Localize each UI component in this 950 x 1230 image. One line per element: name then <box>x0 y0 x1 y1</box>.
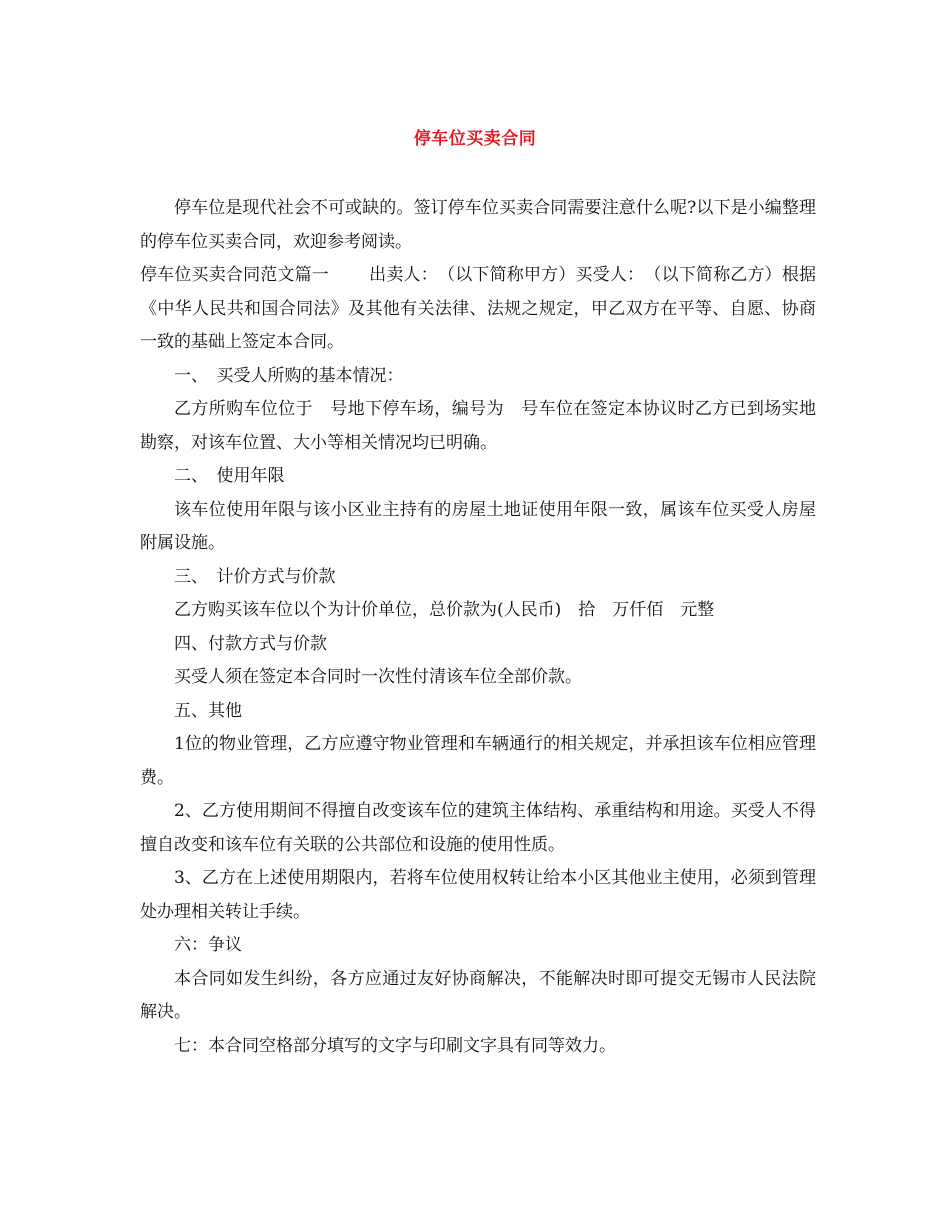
section-heading-4: 四、付款方式与价款 <box>174 633 327 654</box>
section-text-1: 乙方所购车位位于 号地下停车场，编号为 号车位在签定本协议时乙方已到场实地勘察，对该车位置、大小等相关情况均已明确。 <box>140 399 816 453</box>
section-text-2: 该车位使用年限与该小区业主持有的房屋土地证使用年限一致，属该车位买受人房屋附属设施。 <box>140 499 816 553</box>
section-text-3: 乙方购买该车位以个为计价单位，总价款为(人民币) 拾 万仟佰 元整 <box>174 600 715 620</box>
section-heading-6: 六：争议 <box>174 935 242 955</box>
other-clause-1: 1位的物业管理，乙方应遵守物业管理和车辆通行的相关规定，并承担该车位相应管理费。 <box>140 734 816 788</box>
section-text-4: 买受人须在签定本合同时一次性付清该车位全部价款。 <box>174 667 582 687</box>
other-clause-3: 3、乙方在上述使用期限内，若将车位使用权转让给本小区其他业主使用，必须到管理处办理相关转让手续。 <box>140 868 816 922</box>
section-heading-5: 五、其他 <box>174 700 242 721</box>
parties-text: 出卖人： （以下简称甲方）买受人： （以下简称乙方）根据《中华人民共和国合同法》及其他有关法律、法规之规定，甲乙双方在平等、自愿、协商一致的基础上签定本合同。 <box>140 265 817 352</box>
section-heading-1: 一、 买受人所购的基本情况： <box>174 365 404 386</box>
other-clause-2: 2、乙方使用期间不得擅自改变该车位的建筑主体结构、承重结构和用途。买受人不得擅自改变和该车位有关联的公共部位和设施的使用性质。 <box>140 801 816 855</box>
section-heading-3: 三、 计价方式与价款 <box>174 566 336 587</box>
document-title: 停车位买卖合同 <box>413 129 537 149</box>
contract-sample-paragraph <box>140 259 816 360</box>
section-heading-2: 二、 使用年限 <box>174 466 285 486</box>
section-text-6: 本合同如发生纠纷，各方应通过友好协商解决，不能解决时即可提交无锡市人民法院解决。 <box>140 968 816 1022</box>
sample-heading: 停车位买卖合同范文篇一 <box>140 265 329 285</box>
document-body <box>140 192 816 1063</box>
intro-paragraph: 停车位是现代社会不可或缺的。签订停车位买卖合同需要注意什么呢?以下是小编整理的停车位买卖合同，欢迎参考阅读。 <box>140 198 816 252</box>
section-text-7: 七：本合同空格部分填写的文字与印刷文字具有同等效力。 <box>174 1035 616 1056</box>
